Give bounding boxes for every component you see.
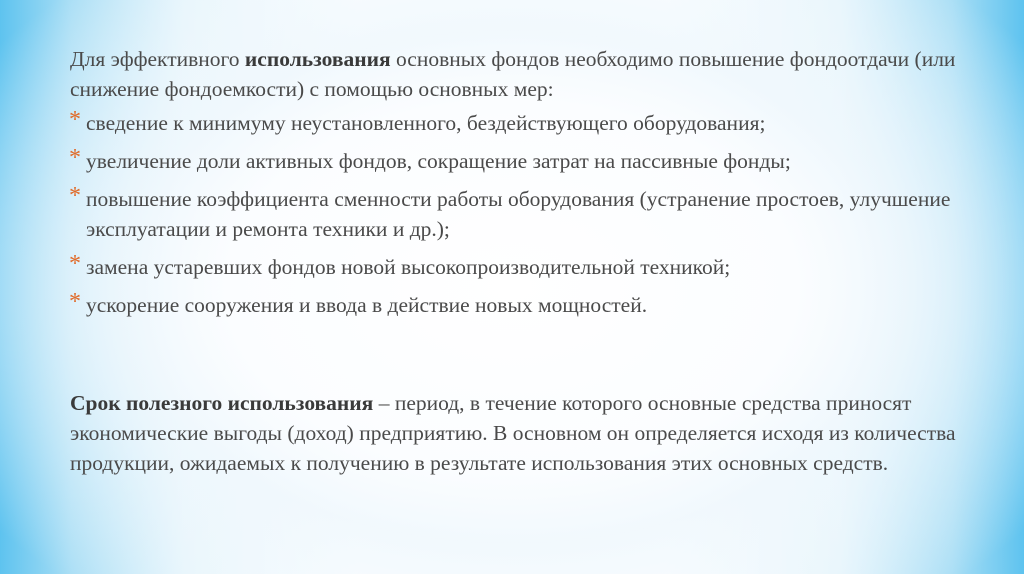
slide-content	[70, 44, 970, 328]
list-item-text: ускорение сооружения и ввода в действие новых мощностей.	[86, 293, 648, 317]
intro-paragraph	[70, 44, 970, 104]
asterisk-bullet-icon: *	[69, 289, 81, 315]
measures-list	[70, 108, 970, 320]
intro-bold-word: использования	[244, 47, 391, 71]
definition-paragraph	[70, 388, 960, 478]
list-item-text: увеличение доли активных фондов, сокращение затрат на пассивные фонды;	[86, 149, 791, 173]
list-item-text: замена устаревших фондов новой высокопроизводительной техникой;	[86, 255, 731, 279]
list-item	[70, 290, 970, 320]
list-item	[70, 252, 970, 282]
asterisk-bullet-icon: *	[69, 251, 81, 277]
asterisk-bullet-icon: *	[69, 145, 81, 171]
list-item-text: сведение к минимуму неустановленного, бездействующего оборудования;	[86, 111, 766, 135]
asterisk-bullet-icon: *	[69, 183, 81, 209]
list-item	[70, 146, 970, 176]
list-item	[70, 184, 970, 244]
list-item-text: повышение коэффициента сменности работы оборудования (устранение простоев, улучшение эксплуатации и ремонта техники и др.);	[86, 187, 951, 241]
list-item	[70, 108, 970, 138]
definition-text: – период, в течение которого основные средства приносят экономические выгоды (доход) предприятию. В основном он определяется исходя из количества продукции, ожидаемых к получению в результате использования этих основных средств.	[70, 391, 956, 475]
intro-text-end: основных фондов необходимо повышение фондоотдачи (или снижение фондоемкости) с помощью основных мер:	[70, 47, 956, 101]
definition-term: Срок полезного использования	[70, 391, 374, 415]
intro-text-start: Для эффективного	[70, 47, 245, 71]
asterisk-bullet-icon: *	[69, 107, 81, 133]
